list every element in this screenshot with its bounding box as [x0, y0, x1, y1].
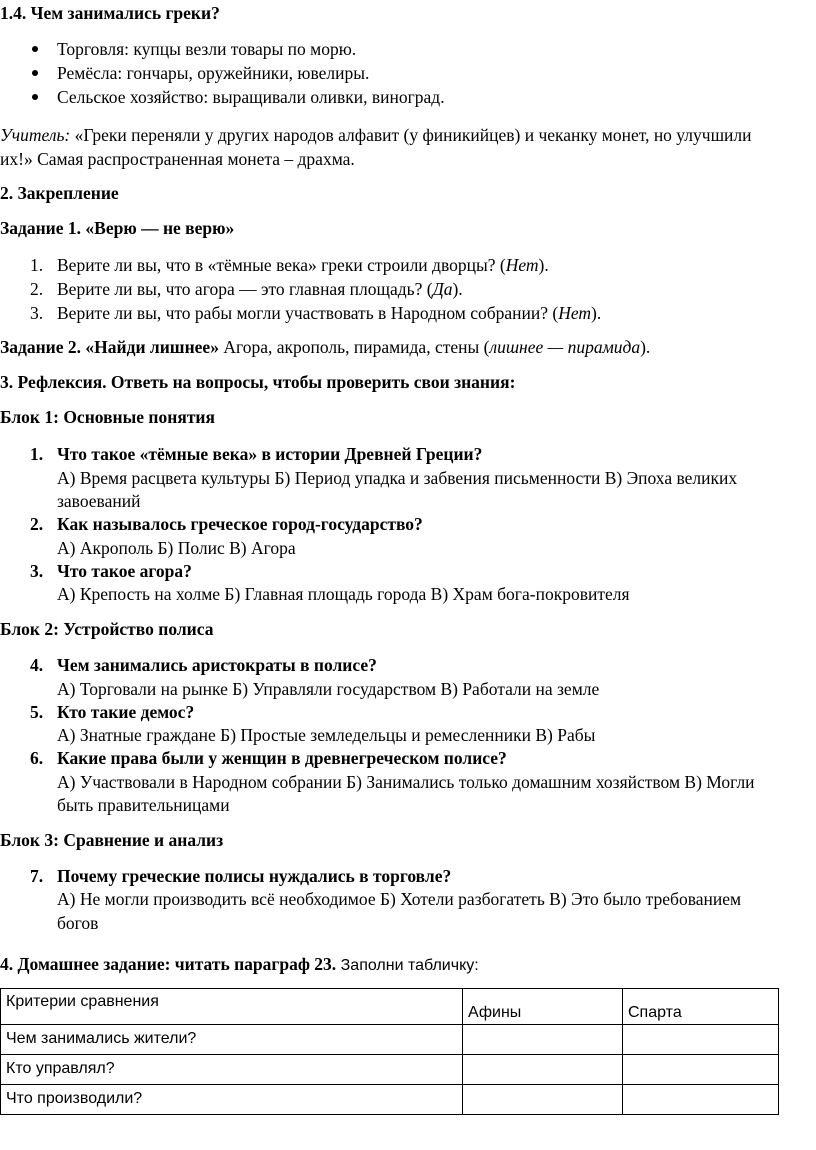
question-number: 2. — [30, 514, 44, 534]
answer-options: А) Торговали на рынке Б) Управляли государством В) Работали на земле — [57, 679, 600, 699]
list-item: Верите ли вы, что в «тёмные века» греки строили дворцы? (Нет). — [57, 255, 549, 275]
block-title: Блок 1: Основные понятия — [0, 407, 215, 427]
table-row — [1, 1085, 779, 1115]
table-cell: Чем занимались жители? — [1, 1025, 463, 1055]
list-item: Верите ли вы, что агора — это главная площадь? (Да). — [57, 279, 463, 299]
question-text: Почему греческие полисы нуждались в торговле? — [57, 866, 452, 886]
task2-line: Задание 2. «Найди лишнее» Агора, акрополь, пирамида, стены (лишнее — пирамида). — [0, 337, 651, 357]
table-cell[interactable] — [623, 1025, 779, 1055]
comparison-table — [0, 988, 779, 1115]
block-title: Блок 2: Устройство полиса — [0, 619, 214, 639]
block-title: Блок 3: Сравнение и анализ — [0, 830, 224, 850]
question-number: 6. — [30, 748, 44, 768]
section-heading: 2. Закрепление — [0, 183, 119, 203]
table-row — [1, 1055, 779, 1085]
answer-options: А) Акрополь Б) Полис В) Агора — [57, 538, 296, 558]
teacher-quote-line2: их!» Самая распространенная монета – драхма. — [0, 149, 355, 169]
homework-line: 4. Домашнее задание: читать параграф 23. Заполни табличку: — [0, 954, 479, 974]
section-heading: 1.4. Чем занимались греки? — [0, 3, 220, 23]
bullet-icon — [32, 70, 38, 76]
table-header-cell: Афины — [463, 989, 623, 1025]
question-number: 7. — [30, 866, 44, 886]
table-cell[interactable] — [463, 1085, 623, 1115]
bullet-icon — [32, 46, 38, 52]
question-text: Кто такие демос? — [57, 702, 195, 722]
table-header-cell: Спарта — [623, 989, 779, 1025]
answer-options: А) Крепость на холме Б) Главная площадь города В) Храм бога-покровителя — [57, 584, 630, 604]
teacher-label: Учитель: — [0, 125, 71, 145]
answer-options: завоеваний — [57, 491, 141, 511]
section-heading: 3. Рефлексия. Ответь на вопросы, чтобы проверить свои знания: — [0, 372, 516, 392]
table-cell[interactable] — [463, 1025, 623, 1055]
list-item: Сельское хозяйство: выращивали оливки, виноград. — [57, 87, 445, 107]
list-number: 1. — [30, 255, 44, 275]
teacher-quote — [0, 124, 752, 146]
teacher-text: «Греки переняли у других народов алфавит (у финикийцев) и чеканку монет, но улучшили — [74, 125, 752, 145]
bullet-icon — [32, 94, 38, 100]
answer-options: быть правительницами — [57, 795, 230, 815]
list-item: Верите ли вы, что рабы могли участвовать в Народном собрании? (Нет). — [57, 303, 602, 323]
table-cell[interactable] — [463, 1055, 623, 1085]
question-number: 5. — [30, 702, 44, 722]
table-cell: Что производили? — [1, 1085, 463, 1115]
table-header-cell: Критерии сравнения — [1, 989, 463, 1025]
question-text: Что такое «тёмные века» в истории Древней Греции? — [57, 444, 483, 464]
task-heading: Задание 2. «Найди лишнее» — [0, 337, 219, 357]
question-number: 4. — [30, 655, 44, 675]
question-text: Как называлось греческое город-государство? — [57, 514, 423, 534]
question-text: Чем занимались аристократы в полисе? — [57, 655, 377, 675]
table-cell[interactable] — [623, 1055, 779, 1085]
answer-options: А) Не могли производить всё необходимое Б) Хотели разбогатеть В) Это было требованием — [57, 889, 742, 909]
list-item: Торговля: купцы везли товары по морю. — [57, 39, 357, 59]
table-cell: Кто управлял? — [1, 1055, 463, 1085]
question-text: Что такое агора? — [57, 561, 192, 581]
answer-options: богов — [57, 913, 99, 933]
question-number: 3. — [30, 561, 44, 581]
section-heading: 4. Домашнее задание: читать параграф 23. — [0, 954, 337, 974]
question-text: Какие права были у женщин в древнегреческом полисе? — [57, 748, 507, 768]
answer-options: А) Знатные граждане Б) Простые земледельцы и ремесленники В) Рабы — [57, 725, 596, 745]
table-cell[interactable] — [623, 1085, 779, 1115]
table-header-row — [1, 989, 779, 1025]
question-number: 1. — [30, 444, 44, 464]
table-row — [1, 1025, 779, 1055]
task-heading: Задание 1. «Верю — не верю» — [0, 218, 235, 238]
list-item: Ремёсла: гончары, оружейники, ювелиры. — [57, 63, 370, 83]
answer-options: А) Участвовали в Народном собрании Б) Занимались только домашним хозяйством В) Могли — [57, 772, 755, 792]
list-number: 3. — [30, 303, 44, 323]
answer-options: А) Время расцвета культуры Б) Период упадка и забвения письменности В) Эпоха великих — [57, 468, 738, 488]
list-number: 2. — [30, 279, 44, 299]
